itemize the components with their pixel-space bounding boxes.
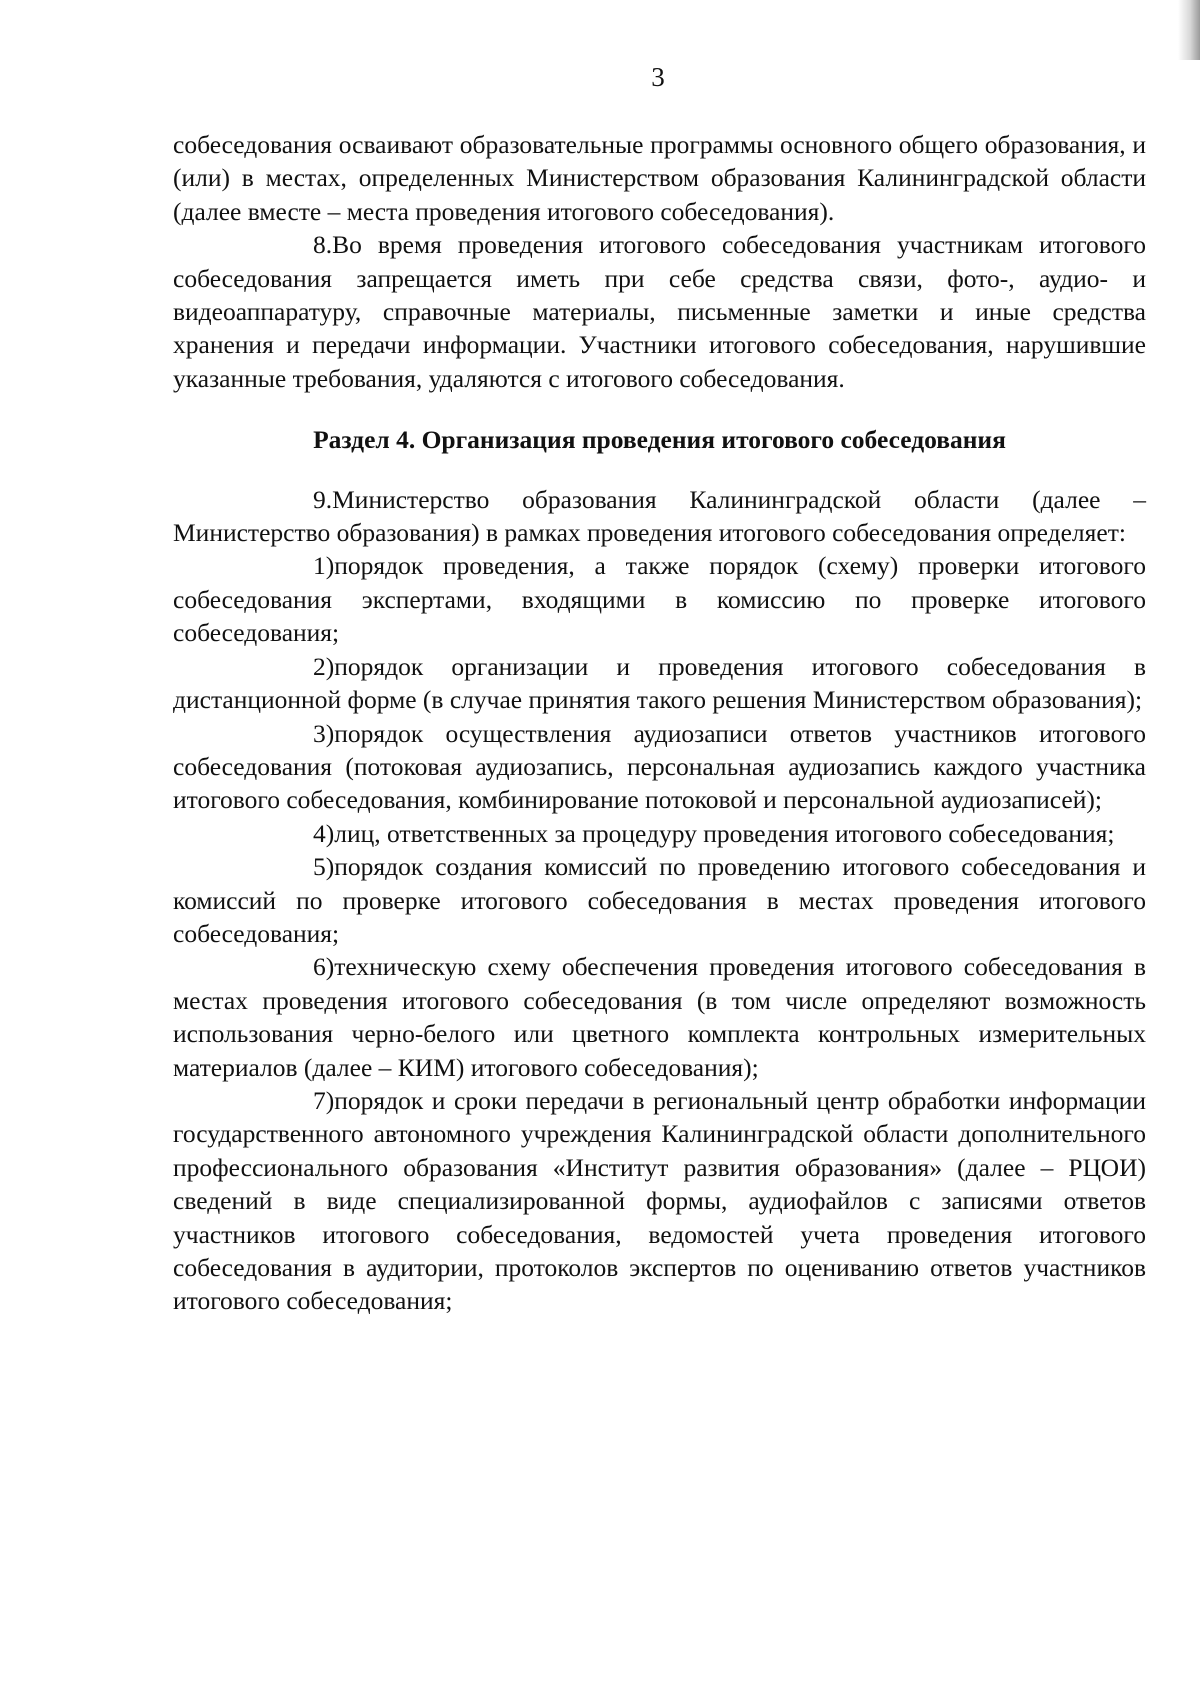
- page-number: 3: [651, 62, 665, 92]
- list-item-text: порядок осуществления аудиозаписи ответов участников итогового собеседования (потоковая аудиозапись, персональная аудиозапись каждого участника итогового собеседования, комбинирование потоковой и персональной аудиозаписей);: [173, 718, 1146, 815]
- list-item-text: порядок организации и проведения итогового собеседования в дистанционной форме (в случае принятия такого решения Министерством образования);: [173, 651, 1146, 715]
- paragraph-9-text: Министерство образования Калининградской области (далее – Министерство образования) в рамках проведения итогового собеседования определяет:: [173, 484, 1146, 548]
- list-item-6: [173, 950, 1146, 1084]
- list-item-number: 4): [313, 818, 335, 848]
- paragraph-9: [173, 483, 1146, 550]
- section-heading: Раздел 4. Организация проведения итогового собеседования: [313, 425, 1006, 455]
- list-item-number: 3): [313, 718, 335, 748]
- paragraph-8-text: Во время проведения итогового собеседования участникам итогового собеседования запрещается иметь при себе средства связи, фото-, аудио- и видеоаппаратуру, справочные материалы, письменные заметки и иные средства хранения и передачи информации. Участники итогового собеседования, нарушившие указанные требования, удаляются с итогового собеседования.: [173, 230, 1146, 393]
- list-item-4: [173, 817, 1146, 850]
- list-item-number: 1): [313, 551, 335, 581]
- list-item-7: [173, 1084, 1146, 1318]
- list-item-text: техническую схему обеспечения проведения итогового собеседования в местах проведения итогового собеседования (в том числе определяют возможность использования черно-белого или цветного комплекта контрольных измерительных материалов (далее – КИМ) итогового собеседования);: [173, 952, 1146, 1082]
- list-item-5: [173, 850, 1146, 950]
- list-item-3: [173, 717, 1146, 817]
- list-item-number: 7): [313, 1085, 335, 1115]
- list-item-2: [173, 650, 1146, 717]
- list-item-text: лиц, ответственных за процедуру проведения итогового собеседования;: [334, 818, 1115, 848]
- list-item-text: порядок проведения, а также порядок (схему) проверки итогового собеседования экспертами, входящими в комиссию по проверке итогового собеседования;: [173, 551, 1146, 648]
- list-item-number: 5): [313, 852, 335, 882]
- scan-edge-shadow: [1178, 0, 1200, 60]
- list-item-text: порядок и сроки передачи в региональный центр обработки информации государственного автономного учреждения Калининградской области дополнительного профессионального образования «Институт развития образования» (далее – РЦОИ) сведений в виде специализированной формы, аудиофайлов с записями ответов участников итогового собеседования, ведомостей учета проведения итогового собеседования в аудитории, протоколов экспертов по оцениванию ответов участников итогового собеседования;: [173, 1085, 1146, 1316]
- paragraph-8-number: 8.: [313, 230, 333, 260]
- paragraph-continuation: собеседования осваивают образовательные программы основного общего образования, и (или) в местах, определенных Министерством образования Калининградской области (далее вместе – места проведения итогового собеседования).: [173, 130, 1146, 226]
- list-item-number: 2): [313, 651, 335, 681]
- list-item-1: [173, 549, 1146, 649]
- document-body: [173, 128, 1146, 1318]
- paragraph-8: [173, 228, 1146, 395]
- list-item-number: 6): [313, 952, 335, 982]
- list-item-text: порядок создания комиссий по проведению итогового собеседования и комиссий по проверке итогового собеседования в местах проведения итогового собеседования;: [173, 852, 1146, 948]
- paragraph-9-number: 9.: [313, 484, 333, 514]
